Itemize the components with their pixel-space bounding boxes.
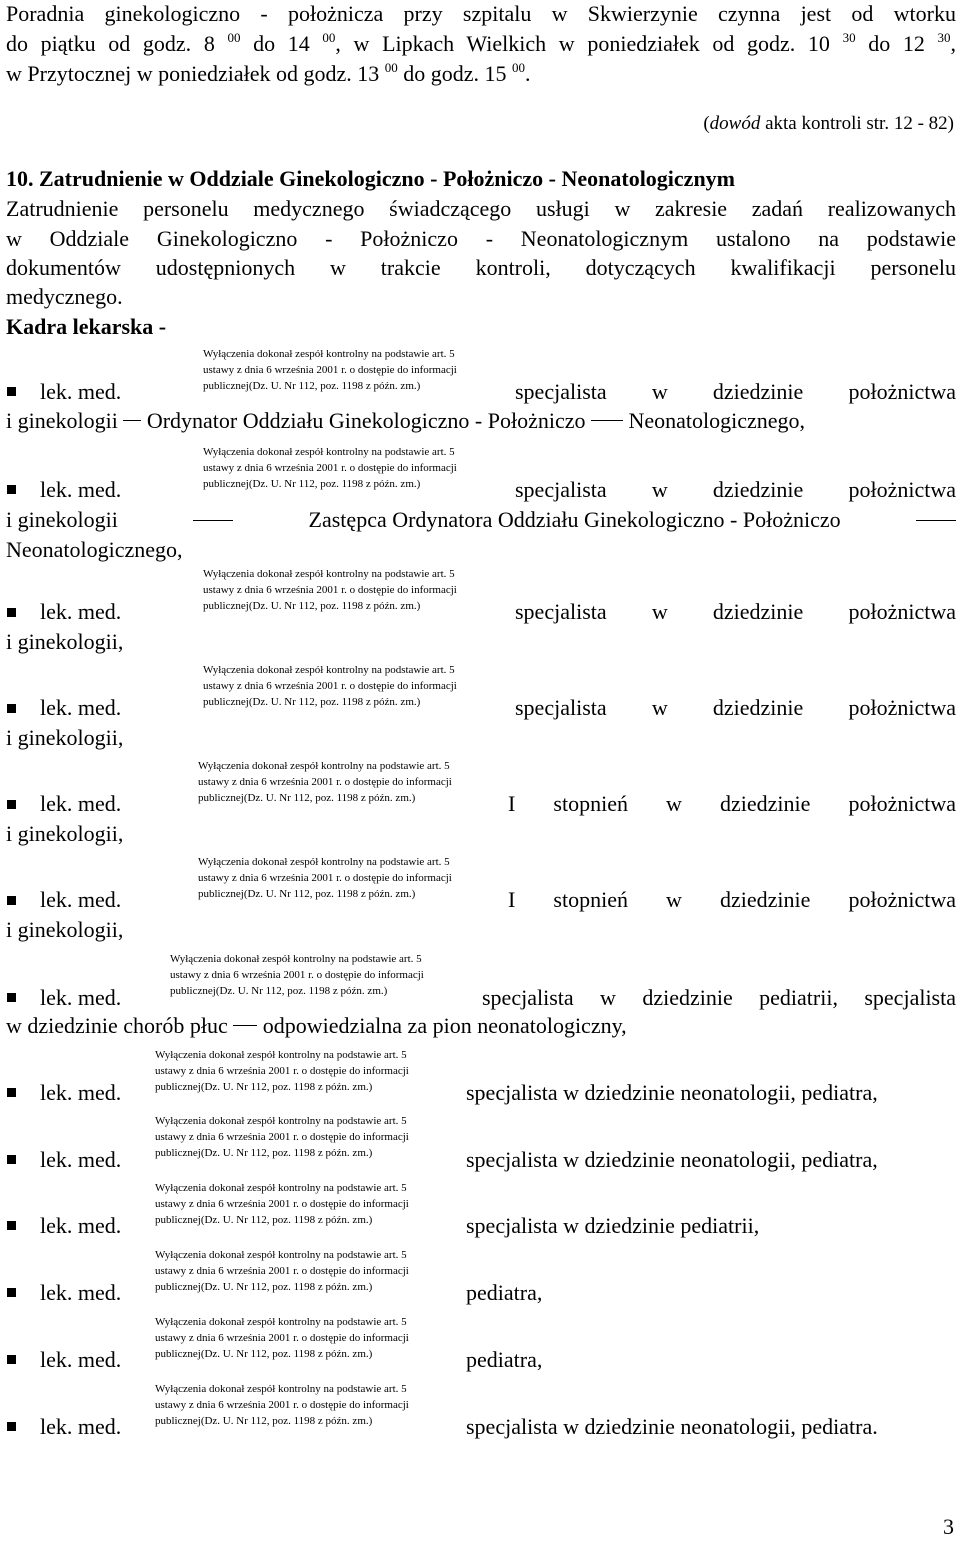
section-paragraph-line-2: w Oddziale Ginekologiczno - Położniczo - Neonatologicznym ustalono na podstawie [6,226,956,251]
staff-description: specjalista w dziedzinie pediatrii, [466,1213,760,1238]
staff-title: lek. med. [40,1280,122,1305]
staff-title: lek. med. [40,695,122,720]
redaction-note: Wyłączenia dokonał zespół kontrolny na podstawie art. 5 ustawy z dnia 6 września 2001 r. o dostępie do informacji publicznej(Dz. U. Nr 112, poz. 1198 z późn. zm.) [203,348,457,392]
staff-description: specjalista w dziedzinie położnictwa [515,477,956,502]
redaction-note: Wyłączenia dokonał zespół kontrolny na podstawie art. 5 ustawy z dnia 6 września 2001 r. o dostępie do informacji publicznej(Dz. U. Nr 112, poz. 1198 z późn. zm.) [155,1249,409,1293]
page-number: 3 [943,1514,954,1539]
bullet-icon [7,485,16,494]
bullet-icon [7,800,16,809]
staff-title: lek. med. [40,1414,122,1439]
redaction-note: Wyłączenia dokonał zespół kontrolny na podstawie art. 5 ustawy z dnia 6 września 2001 r. o dostępie do informacji publicznej(Dz. U. Nr 112, poz. 1198 z późn. zm.) [203,568,457,612]
staff-description-continued: i ginekologii, [6,917,124,942]
staff-description-continued: i ginekologii Zastępca Ordynatora Oddziału Ginekologiczno - Położniczo [6,506,956,534]
section-heading: 10. Zatrudnienie w Oddziale Ginekologiczno - Położniczo - Neonatologicznym [6,166,736,191]
staff-title: lek. med. [40,379,122,404]
staff-description: specjalista w dziedzinie położnictwa [515,599,956,624]
staff-description: specjalista w dziedzinie położnictwa [515,695,956,720]
staff-title: lek. med. [40,599,122,624]
staff-description-continued: i ginekologii, [6,821,124,846]
intro-line-2: do piątku od godz. 8 $^{00}$ do 14 $^{00}$, w Lipkach Wielkich w poniedziałek od godz. 10 $^{30}$ do 12 $^{30}$, [6,30,956,56]
staff-subheading: Kadra lekarska - [6,314,167,339]
staff-title: lek. med. [40,1147,122,1172]
staff-description-continued: i ginekologii Ordynator Oddziału Ginekologiczno - Położniczo Neonatologicznego, [6,408,806,433]
intro-line-3: w Przytocznej w poniedziałek od godz. 13 $^{00}$ do godz. 15 $^{00}$. [6,60,531,86]
redaction-note: Wyłączenia dokonał zespół kontrolny na podstawie art. 5 ustawy z dnia 6 września 2001 r. o dostępie do informacji publicznej(Dz. U. Nr 112, poz. 1198 z późn. zm.) [155,1383,409,1427]
staff-description-continued: i ginekologii, [6,725,124,750]
redaction-note: Wyłączenia dokonał zespół kontrolny na podstawie art. 5 ustawy z dnia 6 września 2001 r. o dostępie do informacji publicznej(Dz. U. Nr 112, poz. 1198 z późn. zm.) [203,446,457,490]
redaction-note: Wyłączenia dokonał zespół kontrolny na podstawie art. 5 ustawy z dnia 6 września 2001 r. o dostępie do informacji publicznej(Dz. U. Nr 112, poz. 1198 z późn. zm.) [198,760,452,804]
evidence-reference: (dowód akta kontroli str. 12 - 82) [703,113,954,134]
section-paragraph-line-1: Zatrudnienie personelu medycznego świadczącego usługi w zakresie zadań realizowanych [6,196,956,221]
bullet-icon [7,1155,16,1164]
bullet-icon [7,1088,16,1097]
staff-description: specjalista w dziedzinie pediatrii, specjalista [482,985,956,1010]
staff-title: lek. med. [40,985,122,1010]
staff-description-continued: i ginekologii, [6,629,124,654]
redaction-note: Wyłączenia dokonał zespół kontrolny na podstawie art. 5 ustawy z dnia 6 września 2001 r. o dostępie do informacji publicznej(Dz. U. Nr 112, poz. 1198 z późn. zm.) [198,856,452,900]
bullet-icon [7,1355,16,1364]
bullet-icon [7,387,16,396]
redaction-note: Wyłączenia dokonał zespół kontrolny na podstawie art. 5 ustawy z dnia 6 września 2001 r. o dostępie do informacji publicznej(Dz. U. Nr 112, poz. 1198 z późn. zm.) [155,1115,409,1159]
em-dash [916,520,956,521]
staff-title: lek. med. [40,477,122,502]
em-dash [233,1025,257,1026]
bullet-icon [7,1221,16,1230]
section-paragraph-line-3: dokumentów udostępnionych w trakcie kontroli, dotyczących kwalifikacji personelu [6,255,956,280]
staff-title: lek. med. [40,791,122,816]
staff-description: specjalista w dziedzinie neonatologii, pediatra, [466,1147,878,1172]
staff-description: pediatra, [466,1280,543,1305]
staff-description: pediatra, [466,1347,543,1372]
staff-description: specjalista w dziedzinie neonatologii, pediatra, [466,1080,878,1105]
bullet-icon [7,896,16,905]
bullet-icon [7,993,16,1002]
staff-title: lek. med. [40,1080,122,1105]
staff-title: lek. med. [40,887,122,912]
staff-description: I stopnień w dziedzinie położnictwa [508,791,956,816]
staff-description: specjalista w dziedzinie położnictwa [515,379,956,404]
staff-description-continued-2: Neonatologicznego, [6,537,183,562]
staff-description-continued: w dziedzinie chorób płuc odpowiedzialna za pion neonatologiczny, [6,1013,627,1038]
redaction-note: Wyłączenia dokonał zespół kontrolny na podstawie art. 5 ustawy z dnia 6 września 2001 r. o dostępie do informacji publicznej(Dz. U. Nr 112, poz. 1198 z późn. zm.) [155,1316,409,1360]
em-dash [193,520,233,521]
redaction-note: Wyłączenia dokonał zespół kontrolny na podstawie art. 5 ustawy z dnia 6 września 2001 r. o dostępie do informacji publicznej(Dz. U. Nr 112, poz. 1198 z późn. zm.) [203,664,457,708]
em-dash [591,420,623,421]
bullet-icon [7,608,16,617]
intro-line-1: Poradnia ginekologiczno - położnicza przy szpitalu w Skwierzynie czynna jest od wtorku [6,1,956,26]
redaction-note: Wyłączenia dokonał zespół kontrolny na podstawie art. 5 ustawy z dnia 6 września 2001 r. o dostępie do informacji publicznej(Dz. U. Nr 112, poz. 1198 z późn. zm.) [170,953,424,997]
em-dash [123,420,141,421]
redaction-note: Wyłączenia dokonał zespół kontrolny na podstawie art. 5 ustawy z dnia 6 września 2001 r. o dostępie do informacji publicznej(Dz. U. Nr 112, poz. 1198 z późn. zm.) [155,1182,409,1226]
bullet-icon [7,1422,16,1431]
bullet-icon [7,704,16,713]
staff-description: I stopnień w dziedzinie położnictwa [508,887,956,912]
staff-description: specjalista w dziedzinie neonatologii, pediatra. [466,1414,878,1439]
redaction-note: Wyłączenia dokonał zespół kontrolny na podstawie art. 5 ustawy z dnia 6 września 2001 r. o dostępie do informacji publicznej(Dz. U. Nr 112, poz. 1198 z późn. zm.) [155,1049,409,1093]
staff-title: lek. med. [40,1347,122,1372]
bullet-icon [7,1288,16,1297]
staff-title: lek. med. [40,1213,122,1238]
section-paragraph-line-4: medycznego. [6,284,123,309]
